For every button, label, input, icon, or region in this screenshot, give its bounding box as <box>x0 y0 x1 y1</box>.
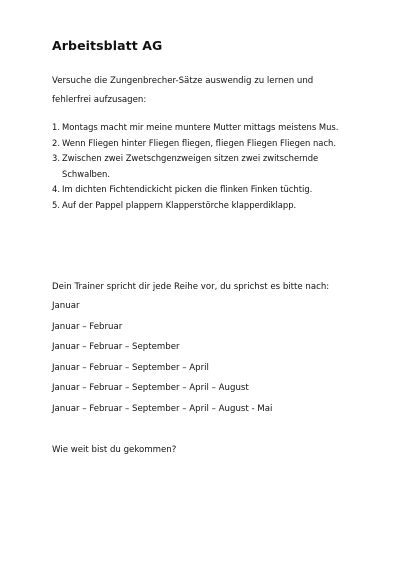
month-row: Januar – Februar – September <box>52 342 180 352</box>
item-number: 5. <box>52 199 60 210</box>
tongue-twister-item <box>52 151 362 182</box>
month-row: Januar – Februar – September – April – August <box>52 383 249 393</box>
month-row: Januar <box>52 301 80 311</box>
item-text: Wenn Fliegen hinter Fliegen fliegen, fliegen Fliegen Fliegen nach. <box>62 137 337 148</box>
tongue-twister-item <box>52 136 362 152</box>
intro-line-2: fehlerfrei aufzusagen: <box>52 95 147 105</box>
tongue-twister-list <box>52 120 362 213</box>
intro-line-1: Versuche die Zungenbrecher-Sätze auswendig zu lernen und <box>52 76 314 86</box>
item-number: 4. <box>52 184 60 194</box>
item-number: 3. <box>52 153 60 163</box>
closing-question: Wie weit bist du gekommen? <box>52 445 177 455</box>
tongue-twister-item <box>52 182 362 198</box>
item-number: 2. <box>52 137 60 148</box>
month-rows <box>52 300 272 423</box>
month-row: Januar – Februar – September – April – August - Mai <box>52 403 273 414</box>
item-text: Zwischen zwei Zwetschgenzweigen sitzen zwei zwitschernde Schwalben. <box>62 153 319 179</box>
tongue-twister-item <box>52 120 362 136</box>
month-row: Januar – Februar <box>52 321 123 332</box>
page-title: Arbeitsblatt AG <box>52 38 163 53</box>
tongue-twister-item <box>52 198 362 214</box>
month-row: Januar – Februar – September – April <box>52 362 209 373</box>
item-number: 1. <box>52 122 60 132</box>
item-text: Im dichten Fichtendickicht picken die flinken Finken tüchtig. <box>62 184 313 194</box>
intro-text <box>52 72 362 110</box>
item-text: Montags macht mir meine muntere Mutter mittags meistens Mus. <box>62 122 339 132</box>
item-text: Auf der Pappel plappern Klapperstörche klapperdiklapp. <box>62 199 297 210</box>
trainer-instruction: Dein Trainer spricht dir jede Reihe vor, du sprichst es bitte nach: <box>52 282 330 292</box>
